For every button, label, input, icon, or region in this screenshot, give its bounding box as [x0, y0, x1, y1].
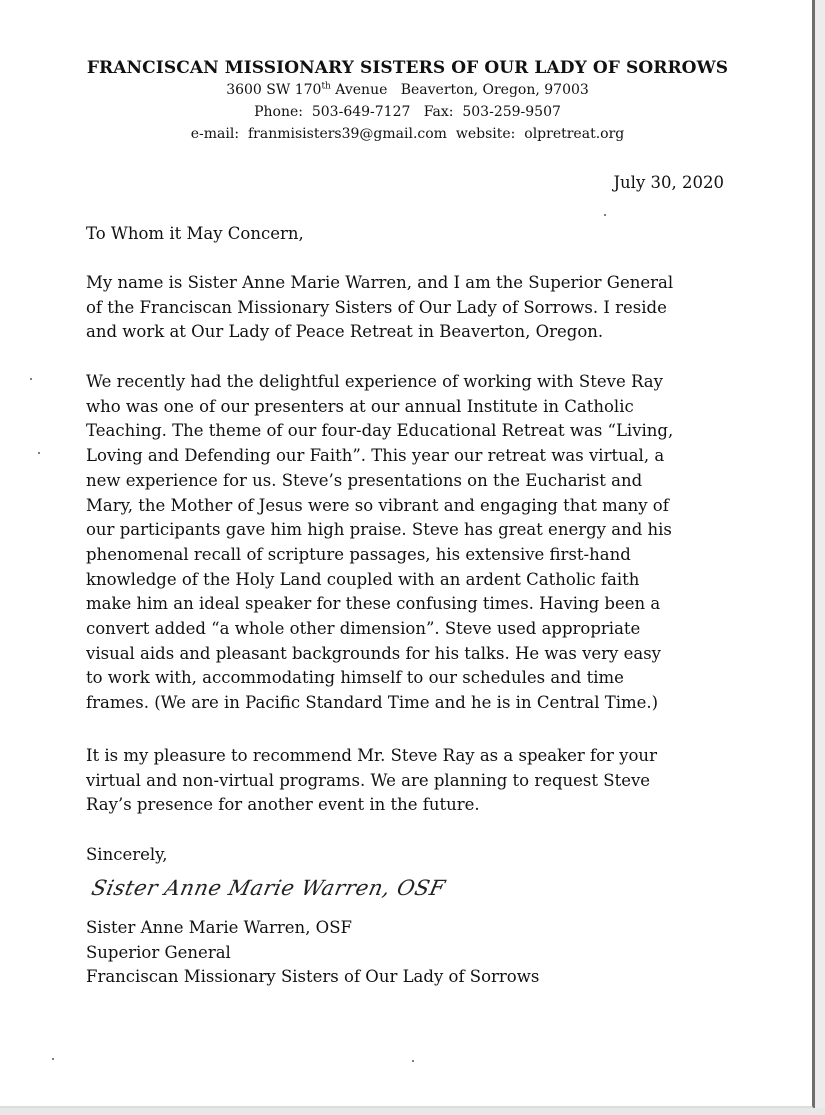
paragraph-experience — [86, 370, 673, 716]
signer-organization: Franciscan Missionary Sisters of Our Lady of Sorrows — [86, 967, 540, 987]
paragraph-line: our participants gave him high praise. Steve has great energy and his — [86, 520, 672, 540]
paragraph-line: and work at Our Lady of Peace Retreat in Beaverton, Oregon. — [86, 322, 604, 342]
paragraph-line: visual aids and pleasant backgrounds for his talks. He was very easy — [86, 643, 662, 663]
paragraph-line: My name is Sister Anne Marie Warren, and I am the Superior General — [86, 273, 674, 292]
paragraph-line: Loving and Defending our Faith”. This year our retreat was virtual, a — [86, 446, 665, 466]
paragraph-recommendation — [86, 744, 657, 818]
scan-speck — [52, 1058, 54, 1060]
paragraph-line: who was one of our presenters at our annual Institute in Catholic — [86, 396, 634, 416]
paragraph-line: Ray’s presence for another event in the future. — [86, 795, 480, 815]
signer-title: Superior General — [86, 942, 231, 962]
paragraph-line: Teaching. The theme of our four-day Educational Retreat was “Living, — [86, 421, 674, 441]
viewer-bottom-shadow — [0, 1108, 825, 1115]
letter-date: July 30, 2020 — [613, 173, 724, 192]
handwritten-signature: Sister Anne Marie Warren, OSF — [89, 876, 448, 900]
scan-speck — [412, 1060, 414, 1062]
viewer-edge-shadow — [815, 0, 825, 1115]
letterhead-org-name: FRANCISCAN MISSIONARY SISTERS OF OUR LADY OF SORROWS — [86, 58, 729, 78]
paragraph-line: frames. (We are in Pacific Standard Time and he is in Central Time.) — [86, 693, 659, 713]
paragraph-line: We recently had the delightful experience of working with Steve Ray — [86, 372, 663, 391]
paragraph-line: knowledge of the Holy Land coupled with an ardent Catholic faith — [86, 569, 640, 589]
paragraph-line: It is my pleasure to recommend Mr. Steve Ray as a speaker for your — [86, 746, 657, 765]
paragraph-introduction — [86, 271, 673, 345]
scan-speck — [604, 214, 606, 216]
scan-speck — [30, 378, 32, 380]
paragraph-line: make him an ideal speaker for these confusing times. Having been a — [86, 594, 661, 614]
paragraph-line: convert added “a whole other dimension”. Steve used appropriate — [86, 619, 641, 639]
address-rest: Avenue Beaverton, Oregon, 97003 — [330, 82, 589, 98]
address-ordinal: th — [321, 81, 331, 92]
paragraph-line: Mary, the Mother of Jesus were so vibrant and engaging that many of — [86, 495, 669, 515]
letterhead-email-website: e-mail: franmisisters39@gmail.com website: olpretreat.org — [190, 126, 625, 142]
signer-name: Sister Anne Marie Warren, OSF — [86, 918, 352, 937]
closing: Sincerely, — [86, 845, 168, 864]
paragraph-line: to work with, accommodating himself to our schedules and time — [86, 668, 624, 688]
signature-block — [86, 916, 539, 990]
letterhead-address — [0, 82, 815, 98]
paragraph-line: virtual and non-virtual programs. We are planning to request Steve — [86, 770, 651, 790]
scan-speck — [38, 452, 40, 454]
salutation: To Whom it May Concern, — [86, 224, 304, 243]
paragraph-line: phenomenal recall of scripture passages, his extensive first-hand — [86, 544, 631, 564]
paragraph-line: of the Franciscan Missionary Sisters of Our Lady of Sorrows. I reside — [86, 297, 667, 317]
paragraph-line: new experience for us. Steve’s presentations on the Eucharist and — [86, 470, 643, 490]
address-number: 3600 SW 170 — [226, 82, 322, 98]
letterhead-phone-fax: Phone: 503-649-7127 Fax: 503-259-9507 — [254, 104, 561, 120]
